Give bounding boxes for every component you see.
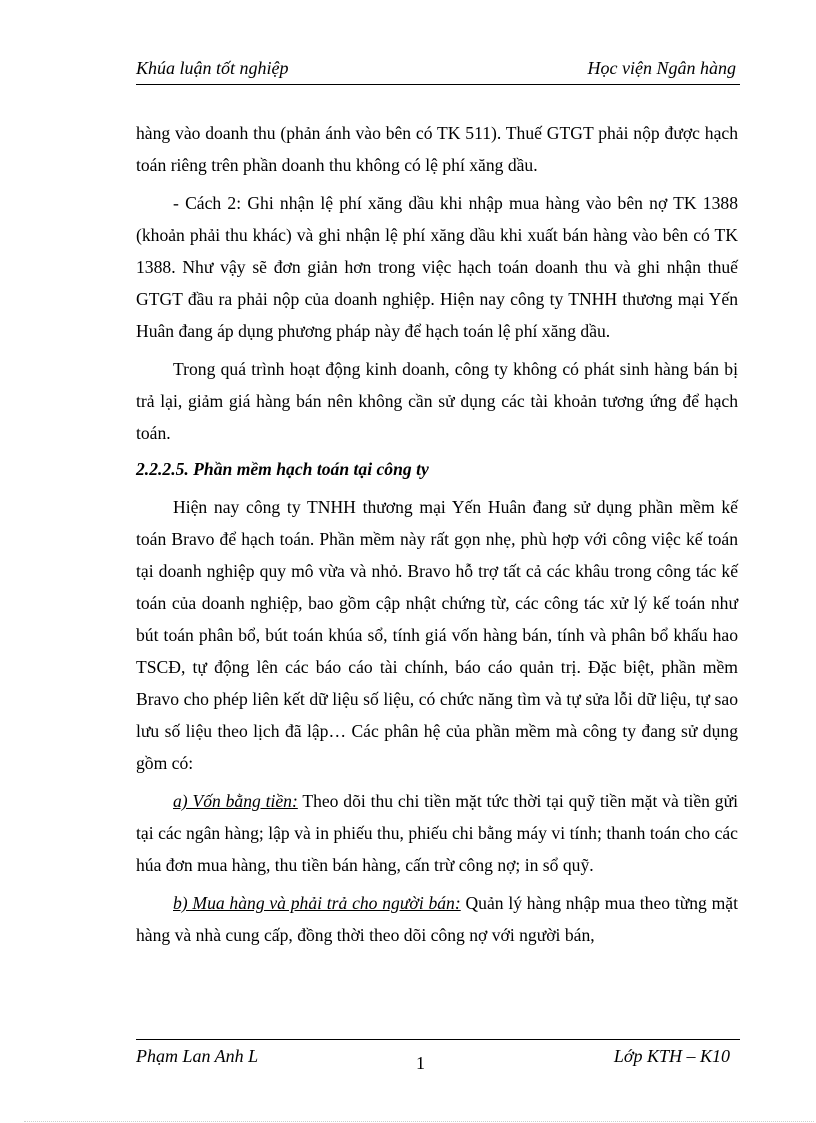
term-cash: a) Vốn bằng tiền: xyxy=(173,791,298,811)
paragraph-1: hàng vào doanh thu (phản ánh vào bên có TK 511). Thuế GTGT phải nộp được hạch toán riêng trên phần doanh thu không có lệ phí xăng dầu. xyxy=(136,123,738,175)
footer-author: Phạm Lan Anh L xyxy=(136,1046,259,1066)
footer-divider xyxy=(136,1039,740,1040)
footer-class: Lớp KTH – K10 xyxy=(613,1046,730,1066)
paragraph-5-text: Theo dõi thu chi tiền mặt tức thời tại quỹ tiền mặt và tiền gửi tại các ngân hàng; lập và in phiếu thu, phiếu chi bằng máy vi tính; thanh toán cho các húa đơn mua hàng, thu tiền bán hàng, cấn trừ công nợ; in sổ quỹ. xyxy=(136,791,738,875)
header-institution: Học viện Ngân hàng xyxy=(587,58,736,78)
paragraph-5 xyxy=(136,785,738,881)
page-number: 1 xyxy=(416,1053,425,1073)
page-edge-divider xyxy=(24,1121,814,1122)
paragraph-6-text: Quản lý hàng nhập mua theo từng mặt hàng và nhà cung cấp, đồng thời theo dõi công nợ với người bán, xyxy=(136,893,738,945)
paragraph-4: Hiện nay công ty TNHH thương mại Yến Huân đang sử dụng phần mềm kế toán Bravo để hạch toán. Phần mềm này rất gọn nhẹ, phù hợp với công việc kế toán tại doanh nghiệp quy mô vừa và nhỏ. Bravo hỗ trợ tất cả các khâu trong công tác kế toán của doanh nghiệp, bao gồm cập nhật chứng từ, các công tác xử lý kế toán như bút toán phân bổ, bút toán khúa sổ, tính giá vốn hàng bán, tính và phân bổ khấu hao TSCĐ, tự động lên các báo cáo tài chính, báo cáo quản trị. Đặc biệt, phần mềm Bravo cho phép liên kết dữ liệu số liệu, có chức năng tìm và tự sửa lỗi dữ liệu, tự sao lưu số liệu theo lịch đã lập… Các phân hệ của phần mềm mà công ty đang sử dụng gồm có: xyxy=(136,497,738,773)
term-purchasing: b) Mua hàng và phải trả cho người bán: xyxy=(173,893,461,913)
paragraph-3: Trong quá trình hoạt động kinh doanh, công ty không có phát sinh hàng bán bị trả lại, giảm giá hàng bán nên không cần sử dụng các tài khoản tương ứng để hạch toán. xyxy=(136,359,738,443)
header-thesis-title: Khúa luận tốt nghiệp xyxy=(136,58,289,78)
section-heading: 2.2.2.5. Phần mềm hạch toán tại công ty xyxy=(136,459,429,479)
page-header xyxy=(136,58,740,85)
paragraph-2: - Cách 2: Ghi nhận lệ phí xăng dầu khi nhập mua hàng vào bên nợ TK 1388 (khoản phải thu khác) và ghi nhận lệ phí xăng dầu khi xuất bán hàng vào bên có TK 1388. Như vậy sẽ đơn giản hơn trong việc hạch toán doanh thu và ghi nhận thuế GTGT đầu ra phải nộp của doanh nghiệp. Hiện nay công ty TNHH thương mại Yến Huân đang áp dụng phương pháp này để hạch toán lệ phí xăng dầu. xyxy=(136,193,738,341)
page-body xyxy=(136,117,738,951)
paragraph-6 xyxy=(136,887,738,951)
